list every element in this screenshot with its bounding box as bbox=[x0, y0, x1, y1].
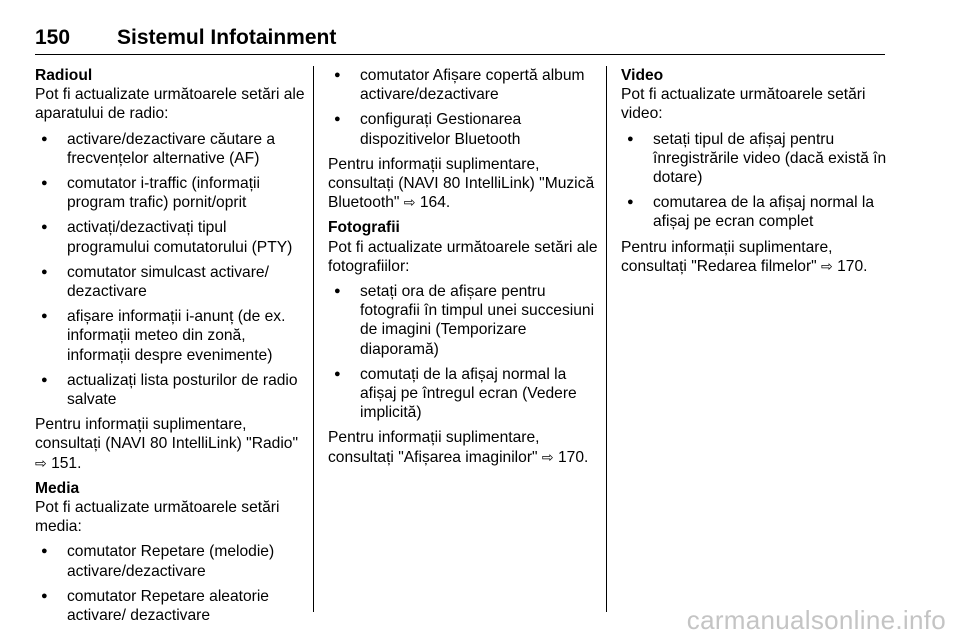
reference-page: 170. bbox=[557, 448, 589, 466]
page-reference-arrow-icon: ⇨ bbox=[541, 448, 554, 465]
reference-paragraph bbox=[328, 428, 598, 466]
column-3 bbox=[621, 66, 891, 282]
section-radio bbox=[35, 66, 305, 473]
bullet-list bbox=[35, 542, 305, 625]
page-reference-arrow-icon: ⇨ bbox=[403, 194, 416, 211]
section-title: Radioul bbox=[35, 67, 93, 84]
bullet-list bbox=[35, 130, 305, 410]
reference-paragraph bbox=[35, 415, 305, 473]
section-intro: Pot fi actualizate următoarele setări ale fotografiilor: bbox=[328, 238, 598, 275]
reference-text: Pentru informații suplimentare, consultați "Redarea filmelor" bbox=[621, 238, 833, 275]
section-photos bbox=[328, 218, 598, 466]
bullet-list bbox=[328, 66, 598, 149]
list-item: ● setați tipul de afișaj pentru înregistrările video (dacă există în dotare) bbox=[621, 130, 891, 188]
page-reference-arrow-icon: ⇨ bbox=[821, 257, 833, 274]
reference-paragraph bbox=[328, 155, 598, 213]
column-2 bbox=[328, 66, 598, 473]
section-video bbox=[621, 66, 891, 276]
section-intro: Pot fi actualizate următoarele setări ale aparatului de radio: bbox=[35, 86, 305, 123]
reference-page: 164. bbox=[419, 194, 451, 212]
reference-paragraph bbox=[621, 238, 891, 276]
page-header bbox=[35, 26, 885, 55]
list-item: ● comutați de la afișaj normal la afișaj pe întregul ecran (Vedere implicită) bbox=[328, 365, 598, 423]
bullet-list bbox=[621, 130, 891, 232]
list-item: ● comutator i-traffic (informații program trafic) pornit/oprit bbox=[35, 174, 305, 212]
section-intro: Pot fi actualizate următoarele setări video: bbox=[621, 86, 866, 123]
list-item: ● actualizați lista posturilor de radio salvate bbox=[35, 371, 305, 409]
list-item: ● comutator Repetare aleatorie activare/ dezactivare bbox=[35, 587, 305, 625]
list-item: ● comutarea de la afișaj normal la afișaj pe ecran complet bbox=[621, 193, 891, 231]
list-item: ● afișare informații i-anunț (de ex. informații meteo din zonă, informații despre evenimente) bbox=[35, 307, 305, 365]
reference-page: 170. bbox=[837, 257, 868, 275]
reference-text: Pentru informații suplimentare, consultați "Afișarea imaginilor" bbox=[328, 429, 540, 466]
list-item: ● comutator Afișare copertă album activare/dezactivare bbox=[328, 66, 598, 104]
list-item: ● activați/dezactivați tipul programului comutatorului (PTY) bbox=[35, 218, 305, 256]
section-title: Video bbox=[621, 67, 664, 84]
reference-page: 151. bbox=[51, 454, 82, 472]
column-divider bbox=[313, 66, 314, 612]
reference-text: Pentru informații suplimentare, consultați (NAVI 80 IntelliLink) "Muzică Bluetooth" bbox=[328, 155, 595, 212]
section-media bbox=[35, 479, 305, 625]
watermark: carmanualsonline.info bbox=[686, 605, 946, 635]
section-title: Media bbox=[35, 479, 80, 497]
list-item: ● activare/dezactivare căutare a frecvențelor alternative (AF) bbox=[35, 130, 305, 168]
reference-text: Pentru informații suplimentare, consultați (NAVI 80 IntelliLink) "Radio" bbox=[35, 416, 298, 453]
list-item: ● comutator Repetare (melodie) activare/dezactivare bbox=[35, 542, 305, 580]
section-title: Fotografii bbox=[328, 219, 400, 237]
list-item: ● comutator simulcast activare/ dezactivare bbox=[35, 263, 305, 301]
list-item: ● setați ora de afișare pentru fotografii în timpul unei succesiuni de imagini (Temporizare diaporamă) bbox=[328, 282, 598, 359]
page-number: 150 bbox=[35, 26, 71, 49]
list-item: ● configurați Gestionarea dispozitivelor Bluetooth bbox=[328, 110, 598, 148]
bullet-list bbox=[328, 282, 598, 422]
page-title: Sistemul Infotainment bbox=[117, 26, 337, 49]
column-1 bbox=[35, 66, 305, 631]
section-media-continued bbox=[328, 66, 598, 212]
column-divider bbox=[606, 66, 607, 612]
section-intro: Pot fi actualizate următoarele setări media: bbox=[35, 499, 280, 536]
page-reference-arrow-icon: ⇨ bbox=[35, 454, 47, 471]
